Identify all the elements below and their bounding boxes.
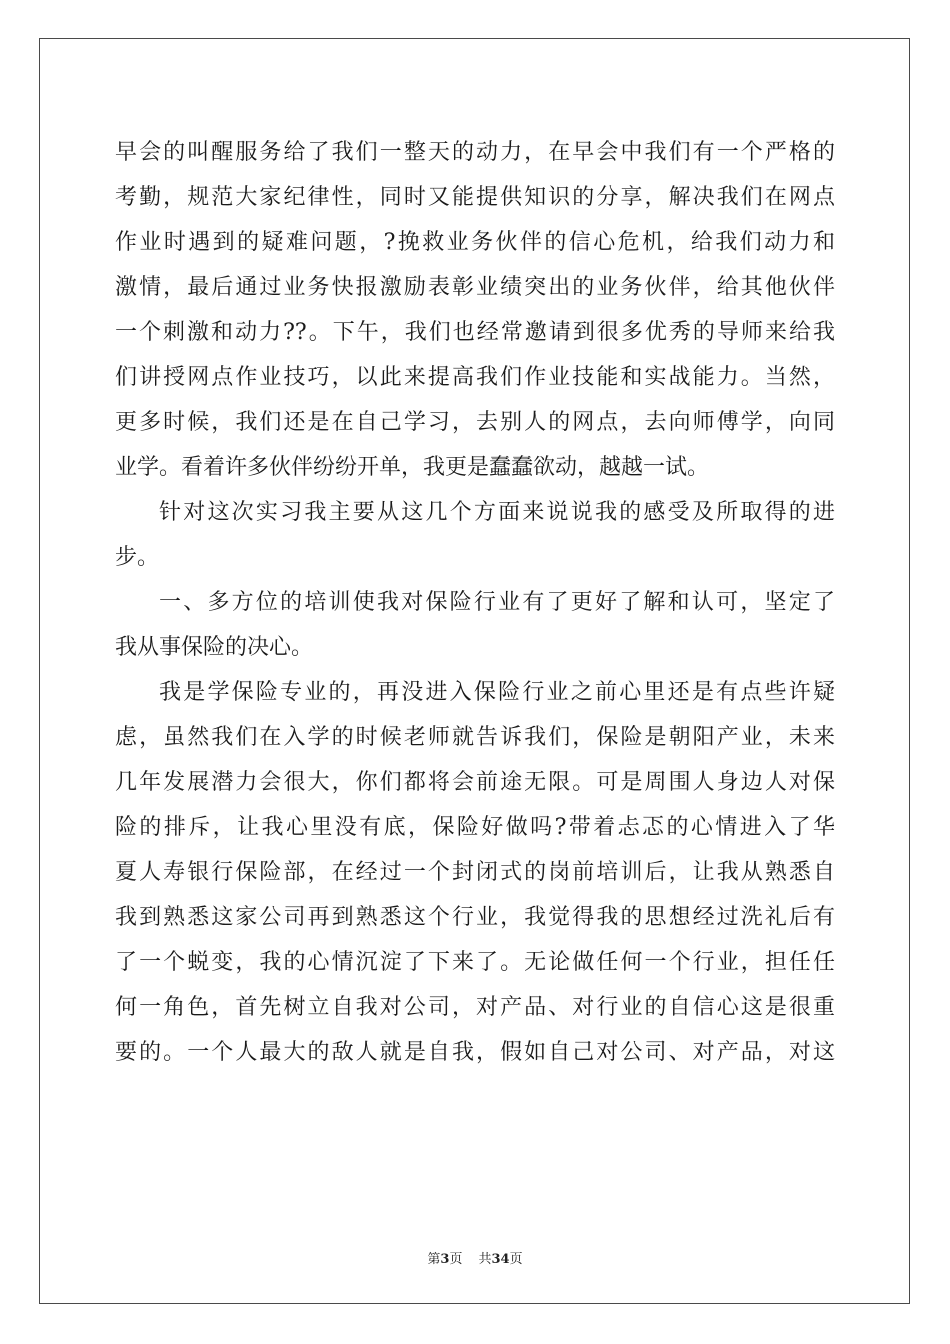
total-pages: 34 [491, 1252, 510, 1267]
text-line: 早会的叫醒服务给了我们一整天的动力，在早会中我们有一个严格的 [115, 140, 835, 165]
document-body [115, 130, 835, 1075]
text-line: 业学。看着许多伙伴纷纷开单，我更是蠢蠢欲动，越越一试。 [115, 455, 710, 480]
total-prefix: 共 [478, 1252, 492, 1267]
text-line: 了一个蜕变，我的心情沉淀了下来了。无论做任何一个行业，担任任 [115, 950, 835, 975]
text-line: 一、多方位的培训使我对保险行业有了更好了解和认可，坚定了 [159, 590, 835, 615]
text-line: 考勤，规范大家纪律性，同时又能提供知识的分享，解决我们在网点 [115, 185, 835, 210]
text-line: 步。 [115, 545, 160, 570]
text-line: 何一角色，首先树立自我对公司，对产品、对行业的自信心这是很重 [115, 995, 835, 1020]
text-line: 激情，最后通过业务快报激励表彰业绩突出的业务伙伴，给其他伙伴 [115, 275, 835, 300]
text-line: 一个刺激和动力??。下午，我们也经常邀请到很多优秀的导师来给我 [115, 320, 835, 345]
text-line: 更多时候，我们还是在自己学习，去别人的网点，去向师傅学，向同 [115, 410, 835, 435]
page-footer [0, 1248, 950, 1267]
text-line: 们讲授网点作业技巧，以此来提高我们作业技能和实战能力。当然， [115, 365, 835, 390]
text-line: 我从事保险的决心。 [115, 635, 314, 660]
page-number: 3 [440, 1252, 450, 1267]
text-line: 几年发展潜力会很大，你们都将会前途无限。可是周围人身边人对保 [115, 770, 835, 795]
page-suffix: 页 [449, 1252, 463, 1267]
text-line: 针对这次实习我主要从这几个方面来说说我的感受及所取得的进 [159, 500, 835, 525]
text-line: 虑，虽然我们在入学的时候老师就告诉我们，保险是朝阳产业，未来 [115, 725, 835, 750]
text-line: 我到熟悉这家公司再到熟悉这个行业，我觉得我的思想经过洗礼后有 [115, 905, 835, 930]
text-line: 要的。一个人最大的敌人就是自我，假如自己对公司、对产品，对这 [115, 1040, 835, 1065]
text-line: 险的排斥，让我心里没有底，保险好做吗?带着忐忑的心情进入了华 [115, 815, 835, 840]
text-line: 我是学保险专业的，再没进入保险行业之前心里还是有点些许疑 [159, 680, 835, 705]
page-prefix: 第 [427, 1252, 441, 1267]
total-suffix: 页 [509, 1252, 523, 1267]
text-line: 夏人寿银行保险部，在经过一个封闭式的岗前培训后，让我从熟悉自 [115, 860, 835, 885]
text-line: 作业时遇到的疑难问题，?挽救业务伙伴的信心危机，给我们动力和 [115, 230, 835, 255]
